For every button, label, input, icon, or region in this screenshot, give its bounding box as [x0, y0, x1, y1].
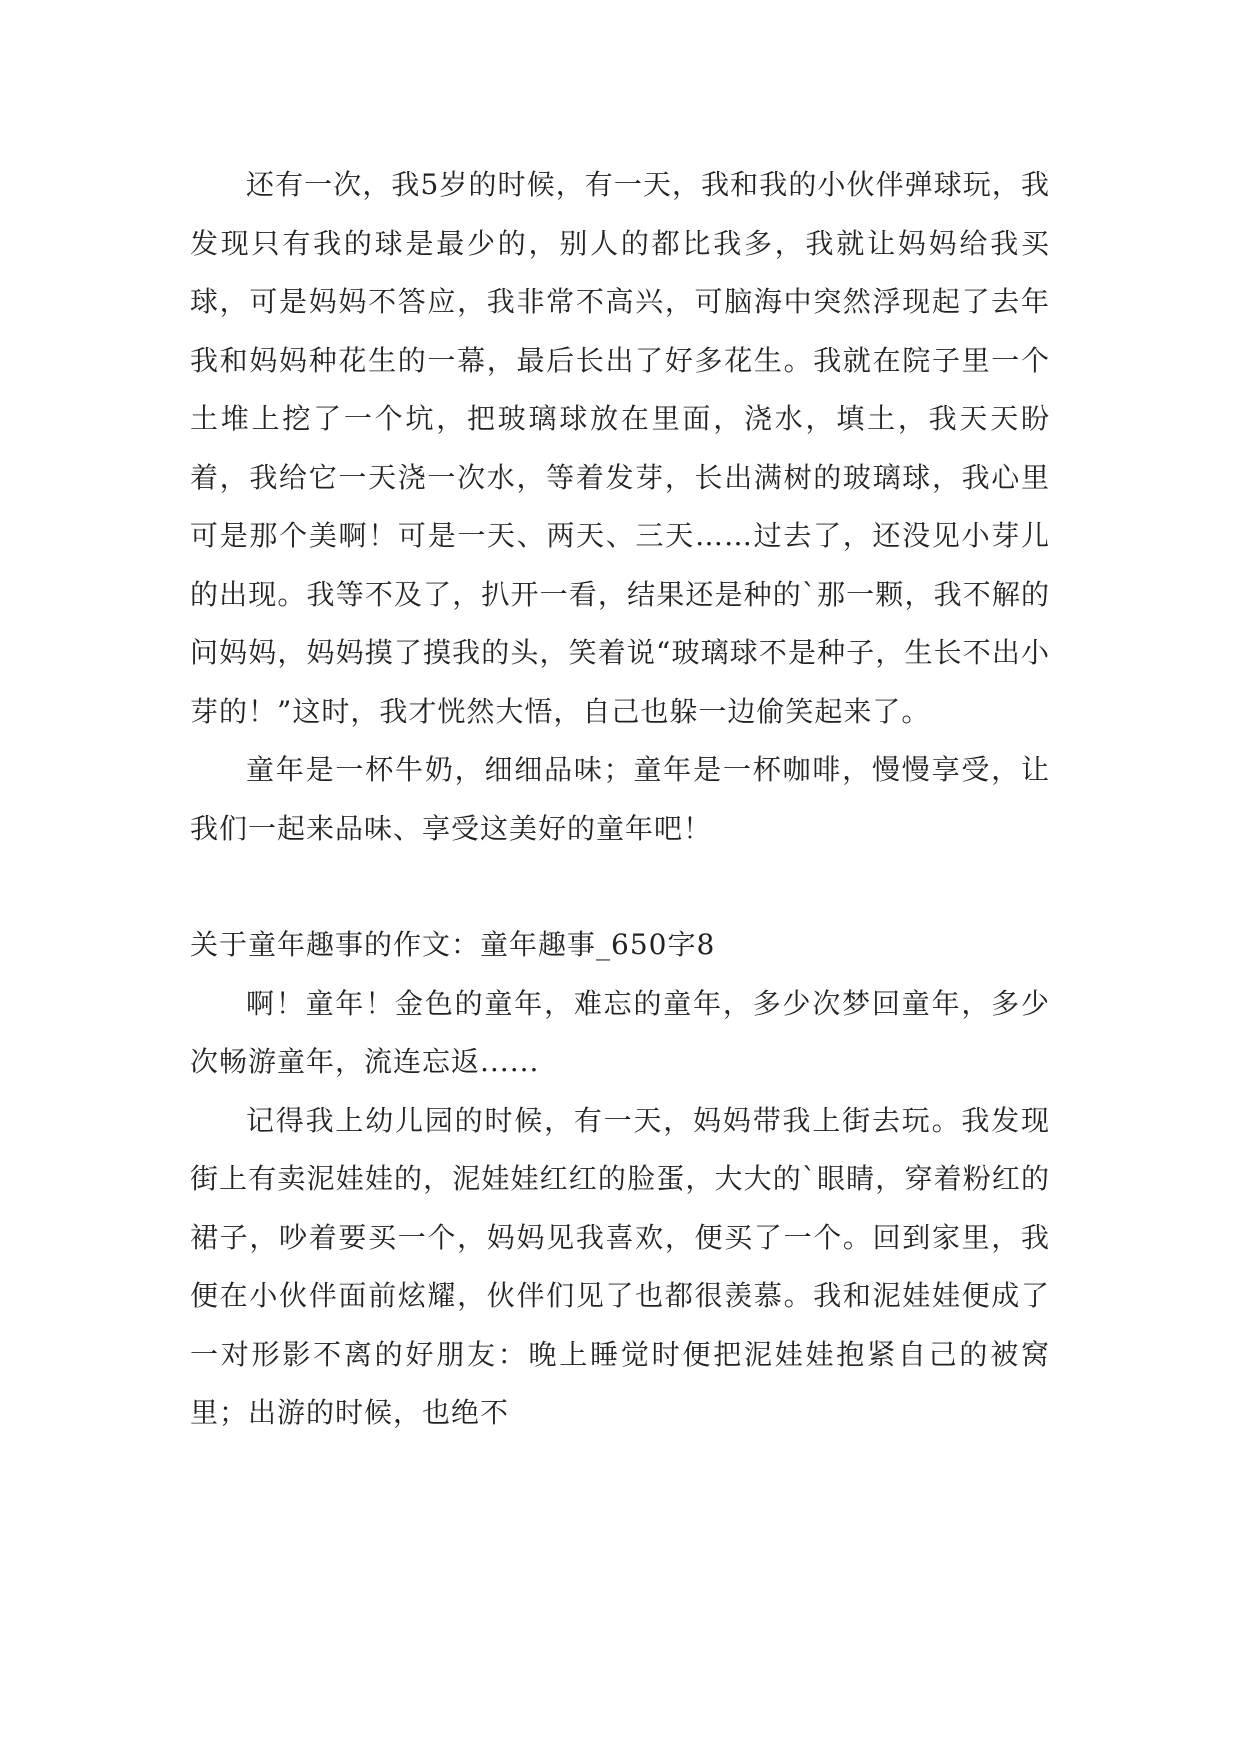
document-page [190, 156, 1050, 1443]
body-paragraph-clay-doll: 记得我上幼儿园的时候，有一天，妈妈带我上街去玩。我发现街上有卖泥娃娃的，泥娃娃红红的脸蛋，大大的`眼睛，穿着粉红的裙子，吵着要买一个，妈妈见我喜欢，便买了一个。回到家里，我便在小伙伴面前炫耀，伙伴们见了也都很羡慕。我和泥娃娃便成了一对形影不离的好朋友：晚上睡觉时便把泥娃娃抱紧自己的被窝里；出游的时候，也绝不 [190, 1103, 1050, 1429]
body-paragraph-childhood-summary: 童年是一杯牛奶，细细品味；童年是一杯咖啡，慢慢享受，让我们一起来品味、享受这美好的童年吧！ [190, 753, 1050, 845]
body-paragraph-glass-marbles: 还有一次，我5岁的时候，有一天，我和我的小伙伴弹球玩，我发现只有我的球是最少的，别人的都比我多，我就让妈妈给我买球，可是妈妈不答应，我非常不高兴，可脑海中突然浮现起了去年我和妈妈种花生的一幕，最后长出了好多花生。我就在院子里一个土堆上挖了一个坑，把玻璃球放在里面，浇水，填土，我天天盼着，我给它一天浇一次水，等着发芽，长出满树的玻璃球，我心里可是那个美啊！可是一天、两天、三天……过去了，还没见小芽儿的出现。我等不及了，扒开一看，结果还是种的`那一颗，我不解的问妈妈，妈妈摸了摸我的头，笑着说“玻璃球不是种子，生长不出小芽的！”这时，我才恍然大悟，自己也躲一边偷笑起来了。 [190, 168, 1050, 728]
body-paragraph-golden-childhood: 啊！童年！金色的童年，难忘的童年，多少次梦回童年，多少次畅游童年，流连忘返...... [190, 986, 1050, 1078]
essay-heading: 关于童年趣事的作文：童年趣事_650字8 [190, 928, 716, 961]
section-spacer [190, 858, 1050, 916]
